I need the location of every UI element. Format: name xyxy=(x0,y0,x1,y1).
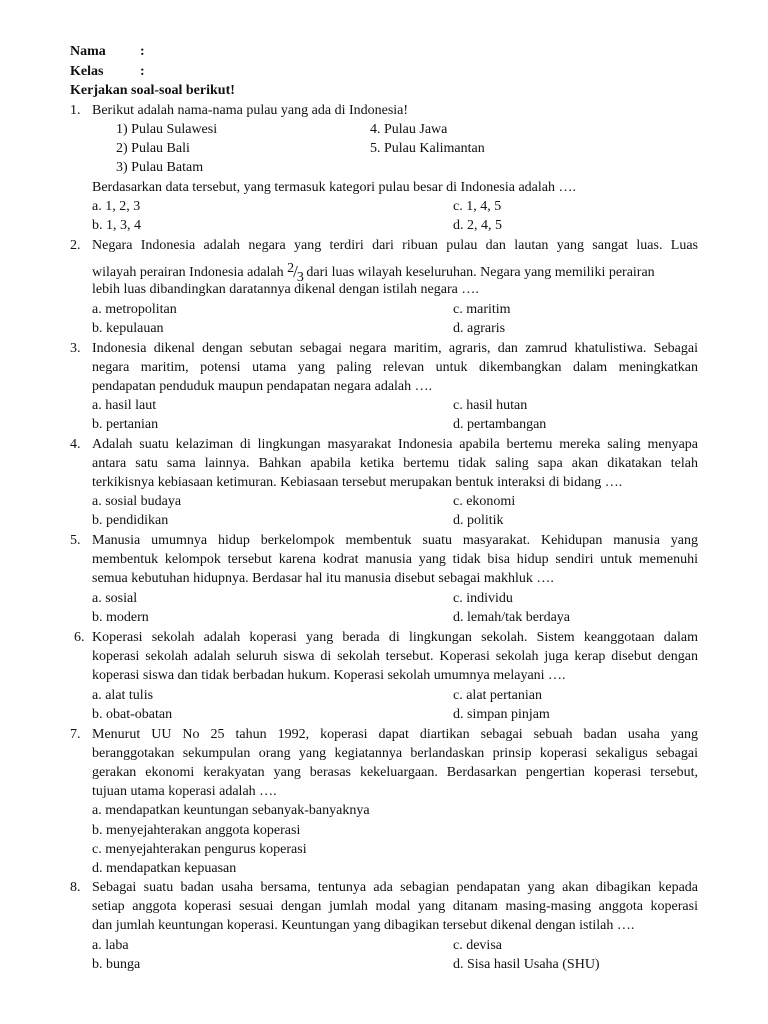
question-2-option-c: c. maritim xyxy=(453,302,511,317)
question-1-option-b: b. 1, 3, 4 xyxy=(92,218,141,233)
question-1-option-c: c. 1, 4, 5 xyxy=(453,199,502,214)
question-6-option-a: a. alat tulis xyxy=(92,688,154,703)
question-2-option-d: d. agraris xyxy=(453,321,506,336)
question-1-item: 3) Pulau Batam xyxy=(116,160,204,175)
nama-label: Nama xyxy=(70,44,106,59)
question-8-line: setiap anggota koperasi sesuai dengan jumlah modal yang ditanam masing-masing anggota koperasi xyxy=(92,899,698,914)
question-3-option-d: d. pertambangan xyxy=(453,417,547,432)
question-3-option-c: c. hasil hutan xyxy=(453,398,528,413)
question-7-line: Menurut UU No 25 tahun 1992, koperasi dapat diartikan sebagai sebuah badan usaha yang xyxy=(92,727,698,742)
question-8-option-d: d. Sisa hasil Usaha (SHU) xyxy=(453,957,600,972)
question-4-number: 4. xyxy=(70,437,81,452)
question-8-line: Sebagai suatu badan usaha bersama, tentunya ada sebagian pendapatan yang akan dibagikan kepada xyxy=(92,880,698,895)
question-5-line: membentuk kelompok tersebut karena kodrat manusia yang tidak bisa hidup sendiri untuk memenuhi xyxy=(92,552,698,567)
question-5-option-c: c. individu xyxy=(453,591,513,606)
question-6-line: Koperasi sekolah adalah koperasi yang berada di lingkungan sekolah. Sistem keanggotaan dalam xyxy=(92,630,698,645)
question-7-option-a: a. mendapatkan keuntungan sebanyak-banyaknya xyxy=(92,803,370,818)
question-8-option-b: b. bunga xyxy=(92,957,141,972)
question-5-option-b: b. modern xyxy=(92,610,149,625)
instruction-heading: Kerjakan soal-soal berikut! xyxy=(70,83,235,98)
fraction-two-thirds: $^2/_3$ xyxy=(287,261,303,285)
question-5-number: 5. xyxy=(70,533,81,548)
question-6-number: 6. xyxy=(74,630,85,645)
question-3-line: negara maritim, potensi utama yang paling relevan untuk dikembangkan dalam meningkatkan xyxy=(92,360,698,375)
question-4-line: antara satu sama lainnya. Bahkan apabila ketika bertemu tidak saling sapa akan dikatakan telah xyxy=(92,456,698,471)
question-7-option-b: b. menyejahterakan anggota koperasi xyxy=(92,823,301,838)
question-1-option-d: d. 2, 4, 5 xyxy=(453,218,502,233)
nama-colon: : xyxy=(140,44,145,59)
question-4-option-d: d. politik xyxy=(453,513,504,528)
question-2-line2-end: dari luas wilayah keseluruhan. Negara yang memiliki perairan xyxy=(306,265,655,280)
question-1-item: 4. Pulau Jawa xyxy=(370,122,448,137)
question-6-option-c: c. alat pertanian xyxy=(453,688,543,703)
question-1-item: 1) Pulau Sulawesi xyxy=(116,122,218,137)
question-1-item: 5. Pulau Kalimantan xyxy=(370,141,485,156)
question-7-line: beranggotakan sekumpulan orang yang kegiatannya berlandaskan prinsip koperasi sekaligus sebagai xyxy=(92,746,698,761)
question-2-line: Negara Indonesia adalah negara yang terdiri dari ribuan pulau dan lautan yang sangat luas. Luas xyxy=(92,238,698,253)
question-5-line: semua kebutuhan hidupnya. Berdasar hal itu manusia disebut sebagai makhluk …. xyxy=(92,571,554,586)
question-7-line: tujuan utama koperasi adalah …. xyxy=(92,784,277,799)
question-8-line: dan jumlah keuntungan koperasi. Keuntungan yang dibagikan tersebut dikenal dengan istilah …. xyxy=(92,918,635,933)
question-8-option-c: c. devisa xyxy=(453,938,502,953)
question-7-line: gerakan ekonomi kerakyatan yang berasas kekeluargaan. Berdasarkan pengertian koperasi tersebut, xyxy=(92,765,698,780)
question-1-prompt: Berdasarkan data tersebut, yang termasuk kategori pulau besar di Indonesia adalah …. xyxy=(92,180,576,195)
question-4-option-c: c. ekonomi xyxy=(453,494,516,509)
question-4-line: Adalah suatu kelaziman di lingkungan masyarakat Indonesia apabila bertemu mereka saling menyapa xyxy=(92,437,698,452)
question-3-line: Indonesia dikenal dengan sebutan sebagai negara maritim, agraris, dan zamrud khatulistiwa. Sebagai xyxy=(92,341,698,356)
question-6-option-b: b. obat-obatan xyxy=(92,707,173,722)
question-6-line: koperasi sekolah adalah seluruh siswa di sekolah tersebut. Koperasi sekolah juga kerap disebut dengan xyxy=(92,649,698,664)
question-2-option-b: b. kepulauan xyxy=(92,321,164,336)
question-4-option-a: a. sosial budaya xyxy=(92,494,182,509)
question-2-line2-start: wilayah perairan Indonesia adalah xyxy=(92,265,284,280)
question-7-option-c: c. menyejahterakan pengurus koperasi xyxy=(92,842,307,857)
question-3-number: 3. xyxy=(70,341,81,356)
question-1-number: 1. xyxy=(70,103,81,118)
question-3-option-a: a. hasil laut xyxy=(92,398,157,413)
question-2-line: lebih luas dibandingkan daratannya dikenal dengan istilah negara …. xyxy=(92,282,479,297)
fraction-numerator: 2 xyxy=(287,261,294,276)
question-2-number: 2. xyxy=(70,238,81,253)
question-3-line: pendapatan penduduk maupun pendapatan negara adalah …. xyxy=(92,379,433,394)
question-1-item: 2) Pulau Bali xyxy=(116,141,190,156)
kelas-label: Kelas xyxy=(70,64,104,79)
question-7-option-d: d. mendapatkan kepuasan xyxy=(92,861,237,876)
fraction-denominator: 3 xyxy=(296,270,303,285)
question-1-text: Berikut adalah nama-nama pulau yang ada di Indonesia! xyxy=(92,103,409,118)
question-2-option-a: a. metropolitan xyxy=(92,302,177,317)
question-4-option-b: b. pendidikan xyxy=(92,513,169,528)
question-8-option-a: a. laba xyxy=(92,938,129,953)
question-4-line: terkikisnya kebiasaan ketimuran. Kebiasaan tersebut merupakan bentuk interaksi di bidang …. xyxy=(92,475,623,490)
question-6-option-d: d. simpan pinjam xyxy=(453,707,550,722)
question-1-option-a: a. 1, 2, 3 xyxy=(92,199,141,214)
question-5-option-a: a. sosial xyxy=(92,591,138,606)
question-8-number: 8. xyxy=(70,880,81,895)
question-7-number: 7. xyxy=(70,727,81,742)
kelas-colon: : xyxy=(140,64,145,79)
question-6-line: koperasi siswa dan tidak berbadan hukum. Koperasi sekolah umumnya melayani …. xyxy=(92,668,566,683)
question-3-option-b: b. pertanian xyxy=(92,417,159,432)
question-5-option-d: d. lemah/tak berdaya xyxy=(453,610,571,625)
question-5-line: Manusia umumnya hidup berkelompok membentuk suatu masyarakat. Kehidupan manusia yang xyxy=(92,533,698,548)
